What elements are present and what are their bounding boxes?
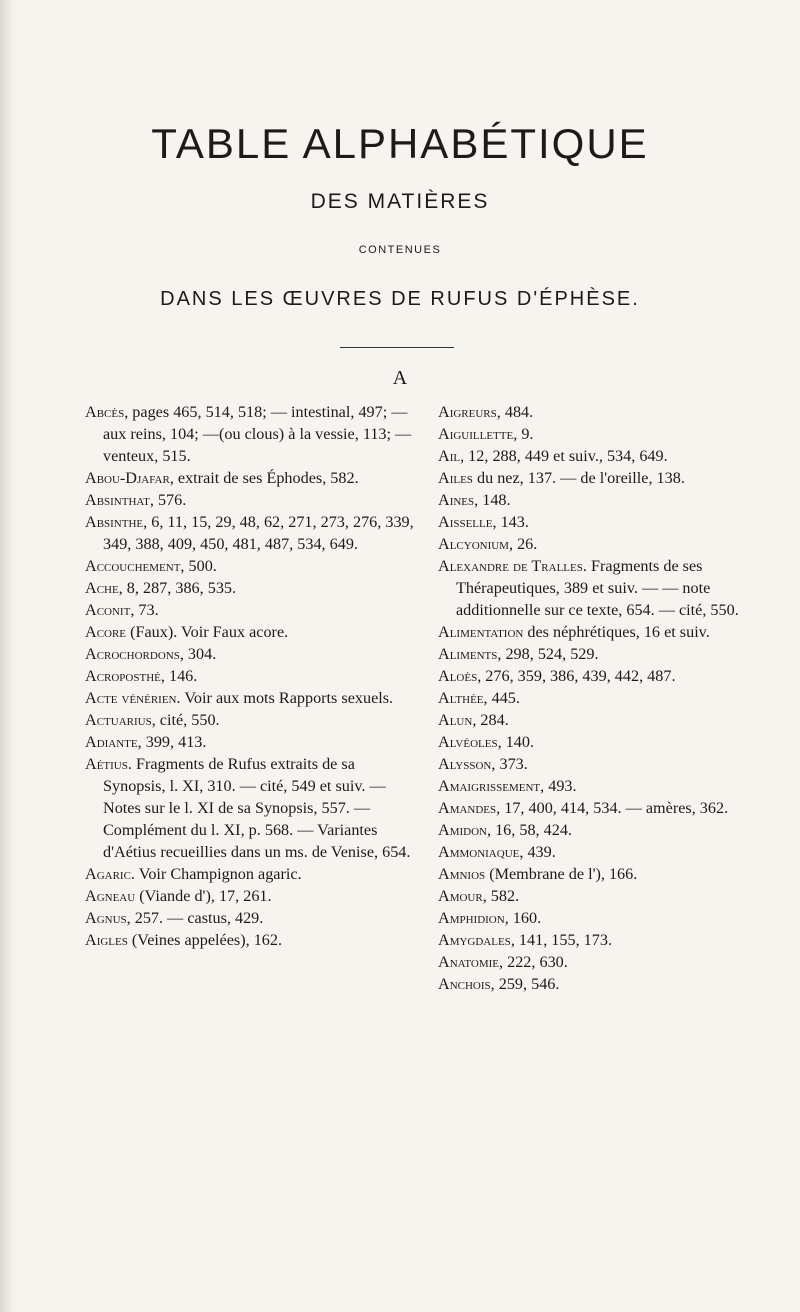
entry-references: . Fragments de Rufus extraits de sa Synopsis, l. XI, 310. — cité, 549 et suiv. — Notes sur le l. XI de sa Synopsis, 557. — Complément du l. XI, p. 568. — Variantes d'Aétius recueillies dans un ms. de Venise, 654. <box>103 755 411 861</box>
entry-headword: Agnus <box>85 909 127 927</box>
index-entry <box>438 687 772 709</box>
index-entry <box>85 753 419 863</box>
index-entry <box>85 621 419 643</box>
entry-references: , 17, 400, 414, 534. — amères, 362. <box>496 799 729 817</box>
index-column-left <box>85 401 419 951</box>
index-entry <box>438 643 772 665</box>
entry-headword: Abou-Djafar <box>85 469 170 487</box>
index-entry <box>438 775 772 797</box>
document-subtitle: DES MATIÈRES <box>310 190 490 213</box>
entry-references: (Viande d'), 17, 261. <box>135 887 272 905</box>
entry-headword: Absinthat <box>85 491 150 509</box>
entry-headword: Alun <box>438 711 473 729</box>
index-entry <box>438 423 772 445</box>
entry-references: . Fragments de ses Thérapeutiques, 389 et suiv. — — note additionnelle sur ce texte, 654. — cité, 550. <box>456 557 739 619</box>
entry-headword: Alexandre de Tralles <box>438 557 583 575</box>
index-entry <box>85 577 419 599</box>
entry-references: , 284. <box>472 711 509 729</box>
index-entry <box>438 841 772 863</box>
entry-references: , 141, 155, 173. <box>510 931 612 949</box>
entry-headword: Aigles <box>85 931 128 949</box>
index-entry <box>438 973 772 995</box>
entry-references: , 257. — castus, 429. <box>126 909 264 927</box>
entry-references: , 304. <box>179 645 217 663</box>
entry-headword: Aloès <box>438 667 478 685</box>
entry-references: , 146. <box>160 667 198 685</box>
index-entry <box>438 665 772 687</box>
entry-headword: Absinthe <box>85 513 144 531</box>
index-entry <box>438 797 772 819</box>
entry-references: (Veines appelées), 162. <box>127 931 283 949</box>
entry-headword: Acrochordons <box>85 645 180 663</box>
entry-references: des néphrétiques, 16 et suiv. <box>523 623 710 641</box>
index-entry <box>85 599 419 621</box>
index-entry <box>85 643 419 665</box>
index-entry <box>438 731 772 753</box>
entry-references: , 6, 11, 15, 29, 48, 62, 271, 273, 276, 339, 349, 388, 409, 450, 481, 487, 534, 649. <box>103 513 414 553</box>
entry-references: , 445. <box>483 689 520 707</box>
entry-headword: Ache <box>85 579 119 597</box>
entry-references: du nez, 137. — de l'oreille, 138. <box>472 469 685 487</box>
entry-references: , 26. <box>508 535 538 553</box>
entry-references: , 399, 413. <box>137 733 207 751</box>
entry-headword: Amaigrissement <box>438 777 541 795</box>
entry-references: , 143. <box>492 513 529 531</box>
entry-headword: Amour <box>438 887 483 905</box>
entry-headword: Abcès <box>85 403 125 421</box>
entry-headword: Agneau <box>85 887 136 905</box>
entry-references: , 12, 288, 449 et suiv., 534, 649. <box>460 447 668 465</box>
entry-headword: Anchois <box>438 975 491 993</box>
entry-headword: Amphidion <box>438 909 505 927</box>
index-entry <box>438 511 772 533</box>
entry-references: . Voir aux mots Rapports sexuels. <box>176 689 394 707</box>
entry-headword: Althée <box>438 689 484 707</box>
entry-headword: Actuarius <box>85 711 152 729</box>
index-entry <box>438 621 772 643</box>
entry-headword: Ail <box>438 447 461 465</box>
entry-references: , 576. <box>149 491 187 509</box>
entry-references: , pages 465, 514, 518; — intestinal, 497; — aux reins, 104; —(ou clous) à la vessie, 113; — venteux, 515. <box>103 403 412 465</box>
entry-headword: Aliments <box>438 645 498 663</box>
index-entry <box>438 467 772 489</box>
entry-references: , extrait de ses Éphodes, 582. <box>169 469 359 487</box>
index-entry <box>85 467 419 489</box>
title-divider <box>340 347 454 348</box>
index-entry <box>85 731 419 753</box>
entry-references: , 493. <box>540 777 577 795</box>
entry-references: , 259, 546. <box>490 975 560 993</box>
entry-headword: Acroposthé <box>85 667 161 685</box>
section-letter: A <box>392 367 408 389</box>
entry-references: (Faux). Voir Faux acore. <box>126 623 289 641</box>
index-entry <box>438 951 772 973</box>
entry-references: , 16, 58, 424. <box>486 821 572 839</box>
entry-headword: Amidon <box>438 821 487 839</box>
index-entry <box>438 489 772 511</box>
entry-headword: Acore <box>85 623 127 641</box>
entry-headword: Agaric <box>85 865 131 883</box>
index-entry <box>85 687 419 709</box>
entry-references: , 373. <box>491 755 528 773</box>
entry-headword: Alysson <box>438 755 492 773</box>
entry-references: (Membrane de l'), 166. <box>485 865 638 883</box>
index-entry <box>438 709 772 731</box>
entry-references: , 500. <box>180 557 217 575</box>
index-entry <box>85 863 419 885</box>
document-title: TABLE ALPHABÉTIQUE <box>151 120 649 167</box>
index-entry <box>438 533 772 555</box>
entry-references: , 9. <box>513 425 534 443</box>
entry-headword: Alcyonium <box>438 535 509 553</box>
entry-references: , 140. <box>497 733 534 751</box>
index-entry <box>85 489 419 511</box>
index-entry <box>438 929 772 951</box>
index-column-right <box>438 401 772 995</box>
index-entry <box>85 929 419 951</box>
entry-headword: Aconit <box>85 601 131 619</box>
entry-references: , 148. <box>474 491 511 509</box>
index-entry <box>85 665 419 687</box>
entry-headword: Acte vénérien <box>85 689 177 707</box>
entry-headword: Amnios <box>438 865 486 883</box>
entry-headword: Alimentation <box>438 623 524 641</box>
index-entry <box>438 401 772 423</box>
entry-references: , cité, 550. <box>151 711 220 729</box>
index-entry <box>438 819 772 841</box>
entry-references: , 73. <box>130 601 159 619</box>
index-entry <box>438 863 772 885</box>
entry-headword: Ailes <box>438 469 473 487</box>
document-subtitle-small: CONTENUES <box>358 244 442 256</box>
entry-headword: Aiguillette <box>438 425 514 443</box>
index-entry <box>85 511 419 555</box>
entry-references: , 160. <box>504 909 542 927</box>
index-entry <box>438 885 772 907</box>
index-entry <box>438 753 772 775</box>
index-entry <box>438 445 772 467</box>
entry-references: , 8, 287, 386, 535. <box>118 579 237 597</box>
entry-references: , 439. <box>519 843 556 861</box>
entry-headword: Amandes <box>438 799 497 817</box>
entry-headword: Aisselle <box>438 513 493 531</box>
entry-headword: Ammoniaque <box>438 843 520 861</box>
entry-headword: Alvéoles <box>438 733 498 751</box>
entry-headword: Anatomie <box>438 953 499 971</box>
entry-headword: Adiante <box>85 733 138 751</box>
entry-references: , 298, 524, 529. <box>497 645 599 663</box>
entry-references: , 222, 630. <box>499 953 568 971</box>
index-entry <box>85 885 419 907</box>
entry-headword: Amygdales <box>438 931 511 949</box>
entry-headword: Accouchement <box>85 557 181 575</box>
entry-references: . Voir Champignon agaric. <box>130 865 302 883</box>
entry-references: , 582. <box>482 887 520 905</box>
index-entry <box>85 907 419 929</box>
index-entry <box>438 907 772 929</box>
index-entry <box>85 709 419 731</box>
index-entry <box>85 555 419 577</box>
entry-references: , 484. <box>496 403 534 421</box>
entry-headword: Aigreurs <box>438 403 497 421</box>
document-subtitle-work: DANS LES ŒUVRES DE RUFUS D'ÉPHÈSE. <box>160 288 640 310</box>
index-entry <box>85 401 419 467</box>
entry-references: , 276, 359, 386, 439, 442, 487. <box>477 667 676 685</box>
index-entry <box>438 555 772 621</box>
entry-headword: Aétius <box>85 755 128 773</box>
entry-headword: Aines <box>438 491 475 509</box>
